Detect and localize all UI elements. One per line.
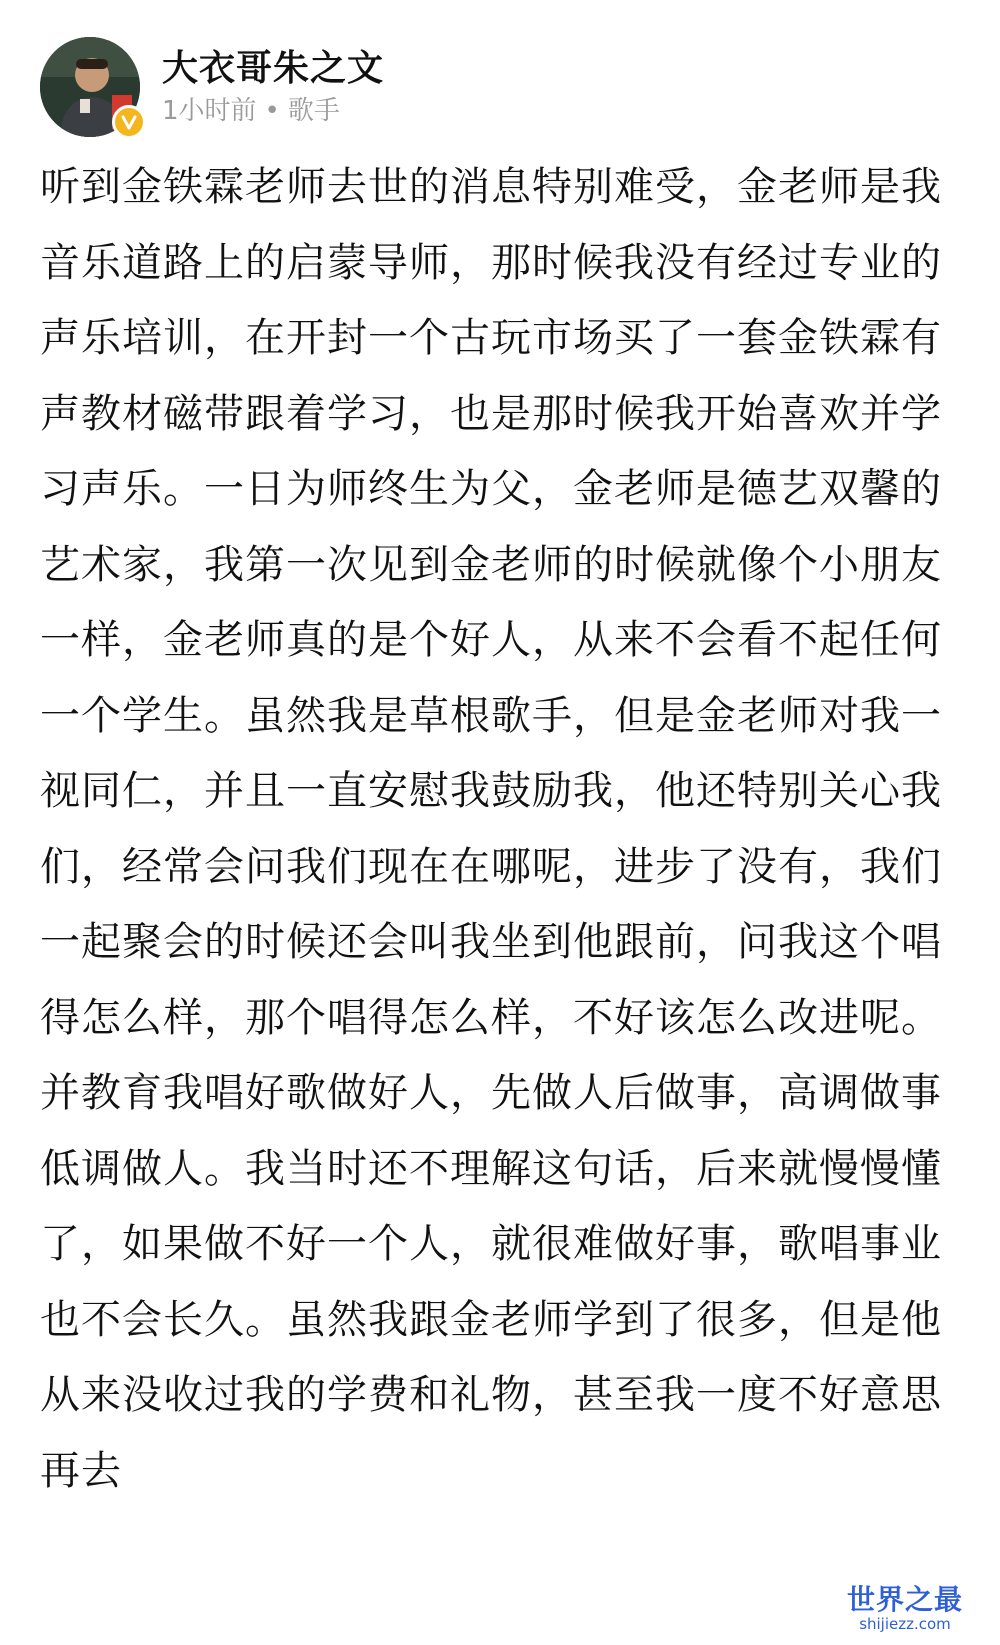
post-time: 1小时前 bbox=[162, 96, 257, 126]
meta-separator: • bbox=[264, 96, 280, 126]
user-meta bbox=[162, 47, 384, 127]
post-subline bbox=[162, 96, 384, 127]
verified-v-icon bbox=[112, 105, 146, 139]
avatar-container[interactable] bbox=[40, 37, 140, 137]
post-header bbox=[40, 32, 384, 142]
watermark-title: 世界之最 bbox=[846, 1583, 963, 1616]
watermark-domain: shijiezz.com bbox=[859, 1614, 951, 1633]
site-watermark bbox=[830, 1585, 980, 1639]
author-tag: 歌手 bbox=[287, 96, 340, 126]
post-content: 听到金铁霖老师去世的消息特别难受，金老师是我音乐道路上的启蒙导师，那时候我没有经过专业的声乐培训，在开封一个古玩市场买了一套金铁霖有声教材磁带跟着学习，也是那时候我开始喜欢并学习声乐。一日为师终生为父，金老师是德艺双馨的艺术家，我第一次见到金老师的时候就像个小朋友一样，金老师真的是个好人，从来不会看不起任何一个学生。虽然我是草根歌手，但是金老师对我一视同仁，并且一直安慰我鼓励我，他还特别关心我们，经常会问我们现在在哪呢，进步了没有，我们一起聚会的时候还会叫我坐到他跟前，问我这个唱得怎么样，那个唱得怎么样，不好该怎么改进呢。并教育我唱好歌做好人，先做人后做事，高调做事低调做人。我当时还不理解这句话，后来就慢慢懂了，如果做不好一个人，就很难做好事，歌唱事业也不会长久。虽然我跟金老师学到了很多，但是他从来没收过我的学费和礼物，甚至我一度不好意思再去 bbox=[40, 164, 942, 1494]
author-name[interactable]: 大衣哥朱之文 bbox=[162, 47, 385, 89]
